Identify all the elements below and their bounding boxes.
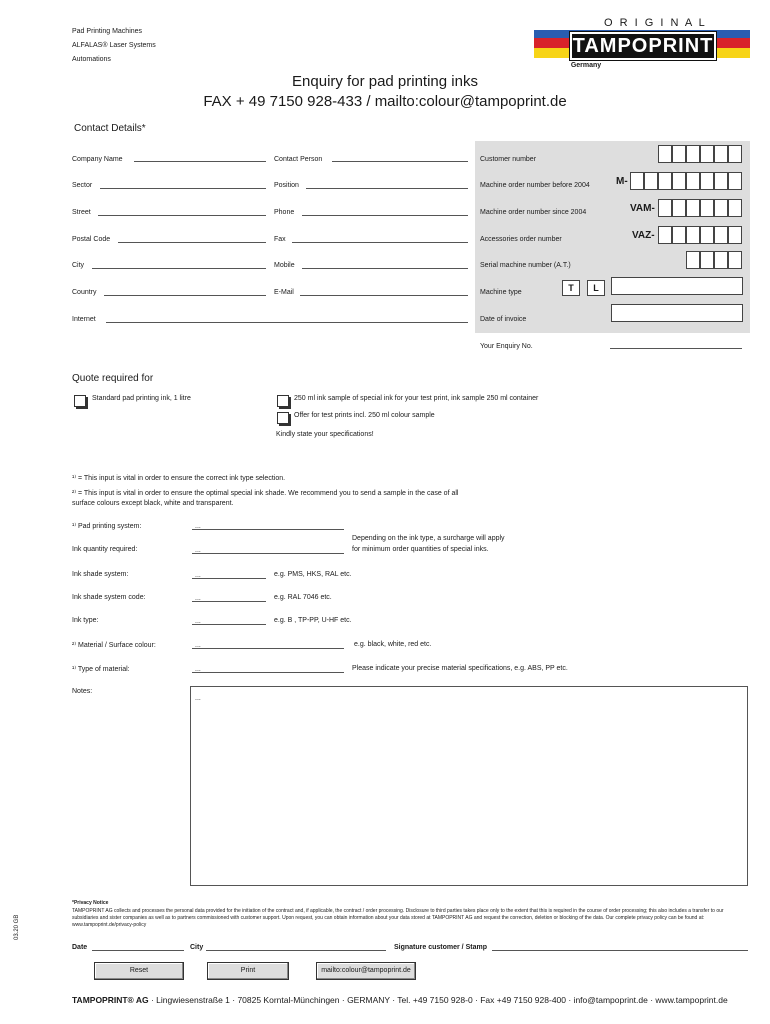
digit-box[interactable] bbox=[686, 145, 700, 163]
field-placeholder: ... bbox=[195, 547, 201, 554]
specifications-hint: Kindly state your specifications! bbox=[276, 431, 374, 438]
footer-address: · Lingwiesenstraße 1 · 70825 Korntal-Münchingen · GERMANY · Tel. +49 7150 928-0 · Fax +49 7150 928-400 · info@tampoprint.de · www.tampoprint.de bbox=[148, 995, 728, 1005]
field-placeholder: ... bbox=[195, 572, 201, 579]
field-placeholder: ... bbox=[195, 666, 201, 673]
enquiry-no-field[interactable] bbox=[610, 348, 742, 349]
ink-sample-label: 250 ml ink sample of special ink for your test print, ink sample 250 ml container bbox=[294, 395, 539, 402]
page-title: Enquiry for pad printing inks bbox=[292, 73, 478, 90]
logo-wordmark bbox=[570, 32, 716, 60]
digit-box[interactable] bbox=[714, 251, 728, 269]
digit-box[interactable] bbox=[658, 172, 672, 190]
digit-box[interactable] bbox=[728, 199, 742, 217]
material-field[interactable] bbox=[192, 642, 344, 649]
machine-type-field[interactable] bbox=[611, 277, 743, 295]
ink-shade-code-field[interactable] bbox=[192, 595, 266, 602]
quantity-note-1: Depending on the ink type, a surcharge will apply bbox=[352, 535, 505, 542]
email-label: E-Mail bbox=[274, 289, 294, 296]
email-field[interactable] bbox=[300, 295, 468, 296]
position-label: Position bbox=[274, 182, 299, 189]
date-label: Date bbox=[72, 944, 88, 951]
date-of-invoice-field[interactable] bbox=[611, 304, 743, 322]
ink-type-label: Ink type: bbox=[72, 617, 99, 624]
ink-sample-checkbox[interactable] bbox=[277, 395, 289, 407]
digit-box[interactable] bbox=[700, 199, 714, 217]
print-button[interactable]: Print bbox=[207, 962, 289, 980]
digit-box[interactable] bbox=[658, 226, 672, 244]
country-field[interactable] bbox=[104, 295, 266, 296]
material-example: e.g. black, white, red etc. bbox=[354, 641, 432, 648]
digit-box[interactable] bbox=[672, 199, 686, 217]
privacy-text: TAMPOPRINT AG collects and processes the personal data provided for the initiation of the contract and, if applicable, the contract / order processing. Disclosure to third parties takes place only to the extent that this is required in the course of order processing; this also includes a transfer to our subsidiaries and sister companies as well as to partners commissioned with customer support. Upon request, you can obtain information about your data stored at TAMPOPRINT AG and request the correction, deletion or blocking of the data. Our complete privacy policy can be found at: www.tampoprint.de/privacy-policy bbox=[72, 908, 724, 928]
footnote-1: ¹⁾ = This input is vital in order to ensure the correct ink type selection. bbox=[72, 475, 286, 482]
city-label: City bbox=[72, 262, 85, 269]
standard-ink-label: Standard pad printing ink, 1 litre bbox=[92, 395, 191, 402]
footer-brand: TAMPOPRINT® AG bbox=[72, 995, 149, 1005]
type-of-material-field[interactable] bbox=[192, 666, 344, 673]
logo-original-text: O R I G I N A L bbox=[604, 17, 707, 29]
country-label: Country bbox=[72, 289, 97, 296]
phone-label: Phone bbox=[274, 209, 295, 216]
field-placeholder: ... bbox=[195, 618, 201, 625]
street-label: Street bbox=[72, 209, 91, 216]
prefix-m: M- bbox=[616, 176, 628, 187]
digit-box[interactable] bbox=[714, 172, 728, 190]
ink-quantity-field[interactable] bbox=[192, 547, 344, 554]
ink-shade-code-label: Ink shade system code: bbox=[72, 594, 146, 601]
machine-type-t[interactable]: T bbox=[562, 280, 580, 296]
signature-field[interactable] bbox=[492, 950, 748, 951]
digit-box[interactable] bbox=[714, 145, 728, 163]
prefix-vaz: VAZ- bbox=[632, 230, 655, 241]
order-before-2004-label: Machine order number before 2004 bbox=[480, 182, 590, 189]
sector-label: Sector bbox=[72, 182, 93, 189]
postal-code-label: Postal Code bbox=[72, 236, 111, 243]
city-signature-label: City bbox=[190, 944, 204, 951]
mail-button[interactable]: mailto:colour@tampoprint.de bbox=[316, 962, 416, 980]
digit-box[interactable] bbox=[686, 199, 700, 217]
customer-number-label: Customer number bbox=[480, 156, 537, 163]
serial-number-label: Serial machine number (A.T.) bbox=[480, 262, 571, 269]
privacy-title: *Privacy Notice bbox=[72, 900, 109, 906]
fax-field[interactable] bbox=[292, 242, 468, 243]
street-field[interactable] bbox=[98, 215, 266, 216]
quote-heading: Quote required for bbox=[72, 373, 154, 384]
digit-box[interactable] bbox=[700, 172, 714, 190]
header-line: ALFALAS® Laser Systems bbox=[72, 42, 156, 49]
logo-word-print: PRINT bbox=[648, 35, 714, 57]
ink-shade-system-label: Ink shade system: bbox=[72, 571, 129, 578]
pad-printing-system-field[interactable] bbox=[192, 523, 344, 530]
digit-box[interactable] bbox=[700, 251, 714, 269]
ink-shade-system-field[interactable] bbox=[192, 572, 266, 579]
material-label: ²⁾ Material / Surface colour: bbox=[72, 642, 156, 649]
notes-textarea[interactable] bbox=[190, 686, 748, 886]
test-prints-checkbox[interactable] bbox=[277, 412, 289, 424]
prefix-vam: VAM- bbox=[630, 203, 655, 214]
order-since-2004-label: Machine order number since 2004 bbox=[480, 209, 587, 216]
ink-quantity-label: Ink quantity required: bbox=[72, 546, 138, 553]
postal-code-field[interactable] bbox=[118, 242, 266, 243]
enquiry-no-label: Your Enquiry No. bbox=[480, 343, 533, 350]
notes-label: Notes: bbox=[72, 688, 93, 695]
contact-heading: Contact Details* bbox=[74, 123, 146, 134]
city-signature-field[interactable] bbox=[206, 950, 386, 951]
footnote-2-cont: surface colours except black, white and transparent. bbox=[72, 500, 234, 507]
ink-shade-code-example: e.g. RAL 7046 etc. bbox=[274, 594, 332, 601]
accessories-order-label: Accessories order number bbox=[480, 236, 562, 243]
digit-box[interactable] bbox=[686, 172, 700, 190]
phone-field[interactable] bbox=[302, 215, 468, 216]
logo-country: Germany bbox=[570, 62, 602, 69]
machine-type-label: Machine type bbox=[480, 289, 522, 296]
signature-label: Signature customer / Stamp bbox=[394, 944, 487, 951]
position-field[interactable] bbox=[306, 188, 468, 189]
fax-label: Fax bbox=[274, 236, 286, 243]
digit-box[interactable] bbox=[728, 226, 742, 244]
digit-box[interactable] bbox=[700, 226, 714, 244]
date-of-invoice-label: Date of invoice bbox=[480, 316, 527, 323]
test-prints-label: Offer for test prints incl. 250 ml colour sample bbox=[294, 412, 435, 419]
pad-printing-system-label: ¹⁾ Pad printing system: bbox=[72, 523, 142, 530]
quantity-note-2: for minimum order quantities of special inks. bbox=[352, 546, 489, 553]
contact-person-field[interactable] bbox=[332, 161, 468, 162]
field-placeholder: ... bbox=[195, 595, 201, 602]
standard-ink-checkbox[interactable] bbox=[74, 395, 86, 407]
ink-shade-system-example: e.g. PMS, HKS, RAL etc. bbox=[274, 571, 352, 578]
digit-box[interactable] bbox=[672, 145, 686, 163]
header-line: Pad Printing Machines bbox=[72, 28, 143, 35]
digit-box[interactable] bbox=[700, 145, 714, 163]
date-field[interactable] bbox=[92, 950, 184, 951]
digit-box[interactable] bbox=[714, 226, 728, 244]
company-name-field[interactable] bbox=[134, 161, 266, 162]
internet-field[interactable] bbox=[106, 322, 468, 323]
digit-box[interactable] bbox=[644, 172, 658, 190]
type-of-material-label: ¹⁾ Type of material: bbox=[72, 666, 130, 673]
footnote-2: ²⁾ = This input is vital in order to ensure the optimal special ink shade. We recommend you to send a sample in the case of all bbox=[72, 490, 459, 497]
digit-box[interactable] bbox=[658, 145, 672, 163]
mobile-field[interactable] bbox=[302, 268, 468, 269]
header-line: Automations bbox=[72, 56, 111, 63]
footer bbox=[72, 995, 728, 1005]
type-of-material-example: Please indicate your precise material specifications, e.g. ABS, PP etc. bbox=[352, 665, 568, 672]
digit-box[interactable] bbox=[630, 172, 644, 190]
ink-type-example: e.g. B , TP-PP, U-HF etc. bbox=[274, 617, 352, 624]
digit-box[interactable] bbox=[672, 172, 686, 190]
digit-box[interactable] bbox=[686, 251, 700, 269]
field-placeholder: ... bbox=[195, 642, 201, 649]
city-field[interactable] bbox=[92, 268, 266, 269]
digit-box[interactable] bbox=[714, 199, 728, 217]
digit-box[interactable] bbox=[686, 226, 700, 244]
digit-box[interactable] bbox=[728, 145, 742, 163]
digit-box[interactable] bbox=[728, 251, 742, 269]
page-subtitle: FAX + 49 7150 928-433 / mailto:colour@tampoprint.de bbox=[203, 93, 567, 110]
field-placeholder: ... bbox=[195, 523, 201, 530]
digit-box[interactable] bbox=[728, 172, 742, 190]
ink-type-field[interactable] bbox=[192, 618, 266, 625]
internet-label: Internet bbox=[72, 316, 96, 323]
sector-field[interactable] bbox=[100, 188, 266, 189]
form-code: 03.20 GB bbox=[14, 914, 20, 940]
digit-box[interactable] bbox=[672, 226, 686, 244]
logo-word-tampo: TAMPO bbox=[572, 35, 649, 57]
digit-box[interactable] bbox=[658, 199, 672, 217]
contact-person-label: Contact Person bbox=[274, 156, 323, 163]
reset-button[interactable]: Reset bbox=[94, 962, 184, 980]
mobile-label: Mobile bbox=[274, 262, 295, 269]
notes-placeholder: ... bbox=[195, 695, 201, 702]
company-name-label: Company Name bbox=[72, 156, 123, 163]
machine-type-l[interactable]: L bbox=[587, 280, 605, 296]
